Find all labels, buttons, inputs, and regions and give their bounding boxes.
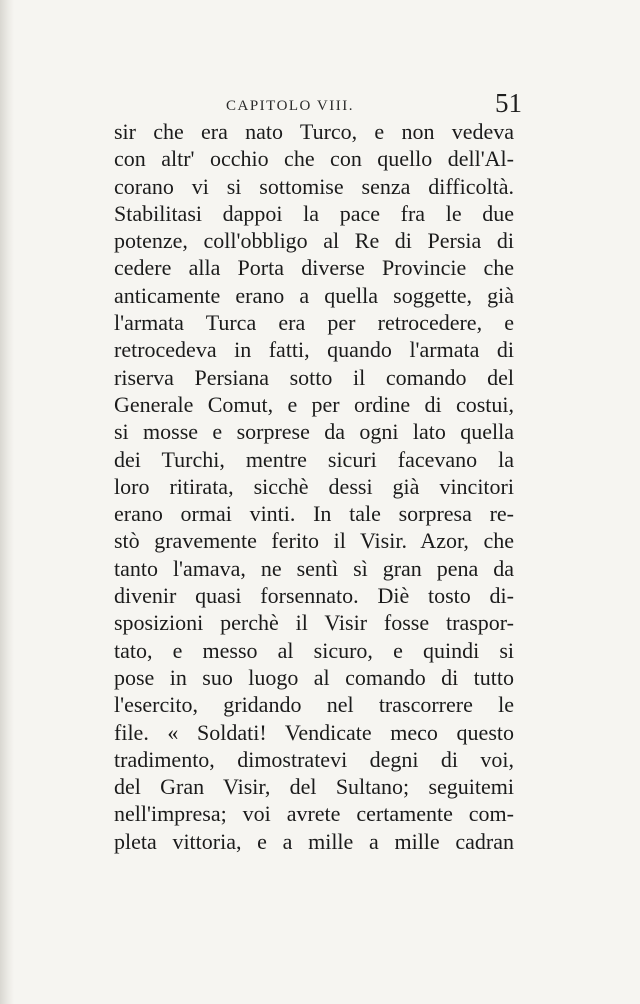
- text-line: tradimento, dimostratevi degni di voi,: [114, 746, 514, 772]
- text-line: potenze, coll'obbligo al Re di Persia di: [114, 228, 514, 254]
- text-line: Stabilitasi dappoi la pace fra le due: [114, 200, 514, 226]
- text-line: pose in suo luogo al comando di tutto: [114, 664, 514, 690]
- text-line: divenir quasi forsennato. Diè tosto di-: [114, 583, 514, 609]
- text-line: l'esercito, gridando nel trascorrere le: [114, 692, 514, 718]
- text-line: cedere alla Porta diverse Provincie che: [114, 255, 514, 281]
- text-line: l'armata Turca era per retrocedere, e: [114, 310, 514, 336]
- text-line: tanto l'amava, ne sentì sì gran pena da: [114, 555, 514, 581]
- text-line: sir che era nato Turco, e non vedeva: [114, 119, 514, 144]
- text-line: sposizioni perchè il Visir fosse traspor-: [114, 610, 514, 636]
- text-line: riserva Persiana sotto il comando del: [114, 364, 514, 390]
- text-line: file. « Soldati! Vendicate meco questo: [114, 719, 514, 745]
- text-line: nell'impresa; voi avrete certamente com-: [114, 801, 514, 827]
- page-gutter-shadow: [0, 0, 14, 1004]
- text-line: del Gran Visir, del Sultano; seguitemi: [114, 774, 514, 800]
- text-line: corano vi si sottomise senza difficoltà.: [114, 173, 514, 199]
- text-line: tato, e messo al sicuro, e quindi si: [114, 637, 514, 663]
- text-line: loro ritirata, sicchè dessi già vincitori: [114, 473, 514, 499]
- page-number: 51: [495, 88, 522, 118]
- text-line: pleta vittoria, e a mille a mille cadran: [114, 828, 514, 854]
- text-line: dei Turchi, mentre sicuri facevano la: [114, 446, 514, 472]
- text-line: erano ormai vinti. In tale sorpresa re-: [114, 501, 514, 527]
- text-line: stò gravemente ferito il Visir. Azor, che: [114, 528, 514, 554]
- text-line: Generale Comut, e per ordine di costui,: [114, 391, 514, 417]
- body-text: [114, 118, 514, 855]
- page-header: [226, 88, 522, 122]
- running-head: CAPITOLO VIII.: [226, 98, 354, 114]
- text-line: anticamente erano a quella soggette, già: [114, 282, 514, 308]
- text-line: con altr' occhio che con quello dell'Al-: [114, 146, 514, 172]
- text-line: retrocedeva in fatti, quando l'armata di: [114, 337, 514, 363]
- text-line: si mosse e sorprese da ogni lato quella: [114, 419, 514, 445]
